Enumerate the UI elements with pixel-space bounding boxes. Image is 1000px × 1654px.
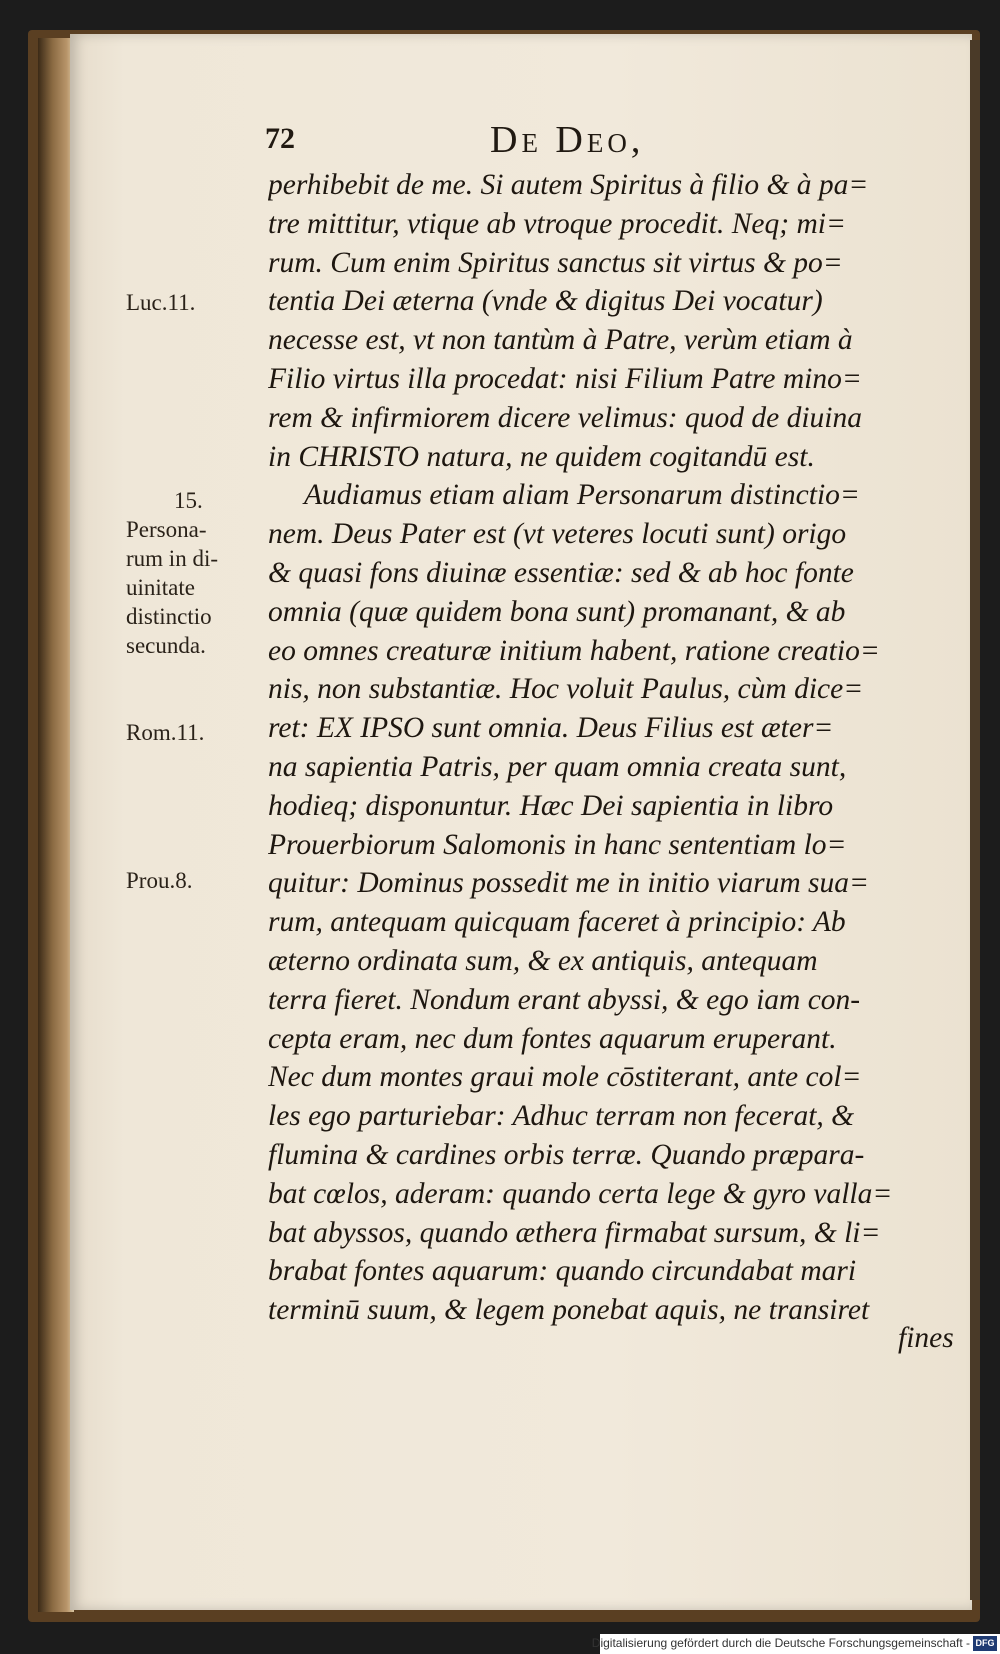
text-line: bat cœlos, aderam: quando certa lege & gyro valla= [268,1177,893,1210]
text-line: rum, antequam quicquam faceret à principio: Ab [268,906,846,939]
text-line: eo omnes creaturæ initium habent, ratione creatio= [268,634,880,667]
margin-note-line: secunda. [126,633,206,658]
margin-note-line: Luc.11. [126,290,196,315]
text-line: Filio virtus illa procedat: nisi Filium Patre mino= [268,362,862,395]
margin-note-line: Rom.11. [126,720,205,745]
text-line: terra fieret. Nondum erant abyssi, & ego iam con- [268,983,861,1016]
text-line: terminū suum, & legem ponebat aquis, ne transiret [268,1294,870,1327]
text-line: bat abyssos, quando æthera firmabat sursum, & li= [268,1216,881,1249]
text-line: rem & infirmiorem dicere velimus: quod de diuina [268,401,862,434]
text-line: rum. Cum enim Spiritus sanctus sit virtus & po= [268,246,843,279]
margin-note-line: rum in di- [126,546,218,571]
body-text [268,166,948,1330]
text-line: æterno ordinata sum, & ex antiquis, antequam [268,944,818,977]
book-spine-edge [38,38,74,1612]
text-line: na sapientia Patris, per quam omnia creata sunt, [268,750,847,783]
text-line: & quasi fons diuinæ essentiæ: sed & ab hoc fonte [268,556,854,589]
text-line: tentia Dei æterna (vnde & digitus Dei vocatur) [268,285,823,318]
text-line: Audiamus etiam aliam Personarum distinctio= [304,479,860,512]
text-line: nis, non substantiæ. Hoc voluit Paulus, cùm dice= [268,673,864,706]
text-line: flumina & cardines orbis terræ. Quando præpara- [268,1138,865,1171]
margin-note-line: distinctio [126,604,212,629]
text-line: cepta eram, nec dum fontes aquarum eruperant. [268,1022,837,1055]
footer-bar [591,1634,1000,1654]
dfg-logo-icon: DFG [973,1636,997,1651]
margin-note-rom [126,718,258,747]
margin-note-line: 15. [174,488,203,513]
margin-note-luc [126,288,258,317]
text-line: Nec dum montes graui mole cōstiterant, ante col= [268,1061,862,1094]
margin-note-line: uinitate [126,575,195,600]
text-line: Prouerbiorum Salomonis in hanc sententiam lo= [268,828,847,861]
text-line: perhibebit de me. Si autem Spiritus à filio & à pa= [268,169,869,201]
text-line: in CHRISTO natura, ne quidem cogitandū est. [268,440,815,473]
text-line: les ego parturiebar: Adhuc terram non fecerat, & [268,1100,855,1133]
margin-note-line: Persona- [126,517,207,542]
page-header [265,118,945,162]
catchword: fines [898,1322,954,1354]
text-line: brabat fontes aquarum: quando circundabat mari [268,1255,857,1288]
page-number: 72 [265,122,295,155]
margin-note-line: Prou.8. [126,868,193,893]
text-line: ret: EX IPSO sunt omnia. Deus Filius est æter= [268,712,834,745]
text-line: tre mittitur, vtique ab vtroque procedit. Neq; mi= [268,207,846,240]
footer-credit: Digitalisierung gefördert durch die Deutsche Forschungsgemeinschaft - [591,1636,970,1650]
text-line: quitur: Dominus possedit me in initio viarum sua= [268,867,869,900]
text-line: necesse est, vt non tantùm à Patre, verùm etiam à [268,324,853,357]
text-line: omnia (quæ quidem bona sunt) promanant, & ab [268,595,846,628]
text-line: nem. Deus Pater est (vt veteres locuti sunt) origo [268,518,847,551]
running-head: De Deo, [490,119,645,161]
page-right-edge [970,40,980,1600]
margin-note-distinctio [126,486,258,660]
margin-note-prou [126,866,258,895]
text-line: hodieq; disponuntur. Hæc Dei sapientia in libro [268,789,834,822]
